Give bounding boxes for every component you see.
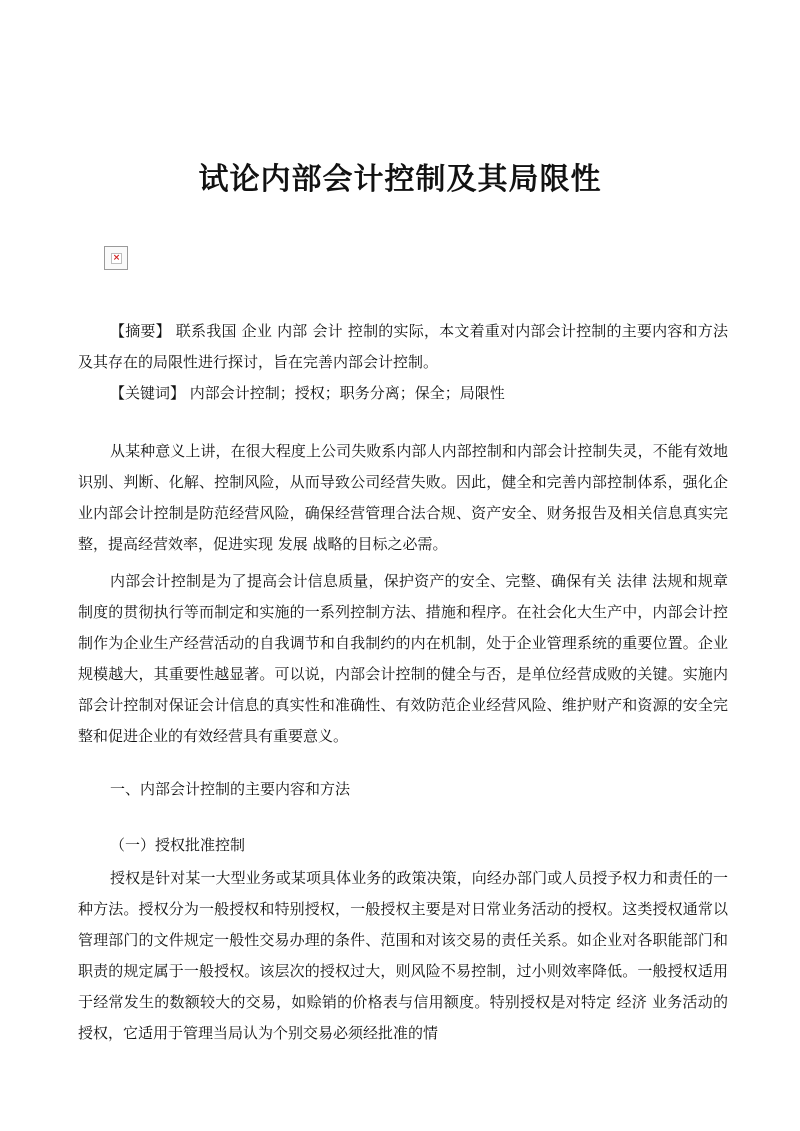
document-title: 试论内部会计控制及其局限性 <box>198 162 602 197</box>
intro-paragraph-2: 内部会计控制是为了提高会计信息质量，保护资产的安全、完整、确保有关 法律 法规和规章制度的贯彻执行等而制定和实施的一系列控制方法、措施和程序。在社会化大生产中，内部会计控制作为企业生产经营活动的自我调节和自我制约的内在机制，处于企业管理系统的重要位置。企业规模越大，其重要性越显著。可以说，内部会计控制的健全与否，是单位经营成败的关键。实施内部会计控制对保证会计信息的真实性和准确性、有效防范企业经营风险、维护财产和资源的安全完整和促进企业的有效经营具有重要意义。 <box>78 572 728 745</box>
broken-image-icon <box>104 246 128 270</box>
subsection-paragraph-1: 授权是针对某一大型业务或某项具体业务的政策决策，向经办部门或人员授予权力和责任的一种方法。授权分为一般授权和特别授权，一般授权主要是对日常业务活动的授权。这类授权通常以管理部门的文件规定一般性交易办理的条件、范围和对该交易的责任关系。如企业对各职能部门和职责的规定属于一般授权。该层次的授权过大，则风险不易控制，过小则效率降低。一般授权适用于经常发生的数额较大的交易，如赊销的价格表与信用额度。特别授权是对特定 经济 业务活动的授权，它适用于管理当局认为个别交易必须经批准的情 <box>78 869 728 1042</box>
abstract-paragraph: 【摘要】 联系我国 企业 内部 会计 控制的实际，本文着重对内部会计控制的主要内容和方法及其存在的局限性进行探讨，旨在完善内部会计控制。 <box>78 322 728 371</box>
keywords-paragraph: 【关键词】 内部会计控制；授权；职务分离；保全；局限性 <box>110 384 505 402</box>
section-heading-1: 一、内部会计控制的主要内容和方法 <box>110 780 351 798</box>
intro-paragraph-1: 从某种意义上讲，在很大程度上公司失败系内部人内部控制和内部会计控制失灵，不能有效地识别、判断、化解、控制风险，从而导致公司经营失败。因此，健全和完善内部控制体系，强化企业内部会计控制是防范经营风险，确保经营管理合法合规、资产安全、财务报告及相关信息真实完整，提高经营效率，促进实现 发展 战略的目标之必需。 <box>78 442 728 553</box>
subsection-heading-1: （一）授权批准控制 <box>110 836 246 854</box>
broken-image-glyph: × <box>112 253 121 263</box>
